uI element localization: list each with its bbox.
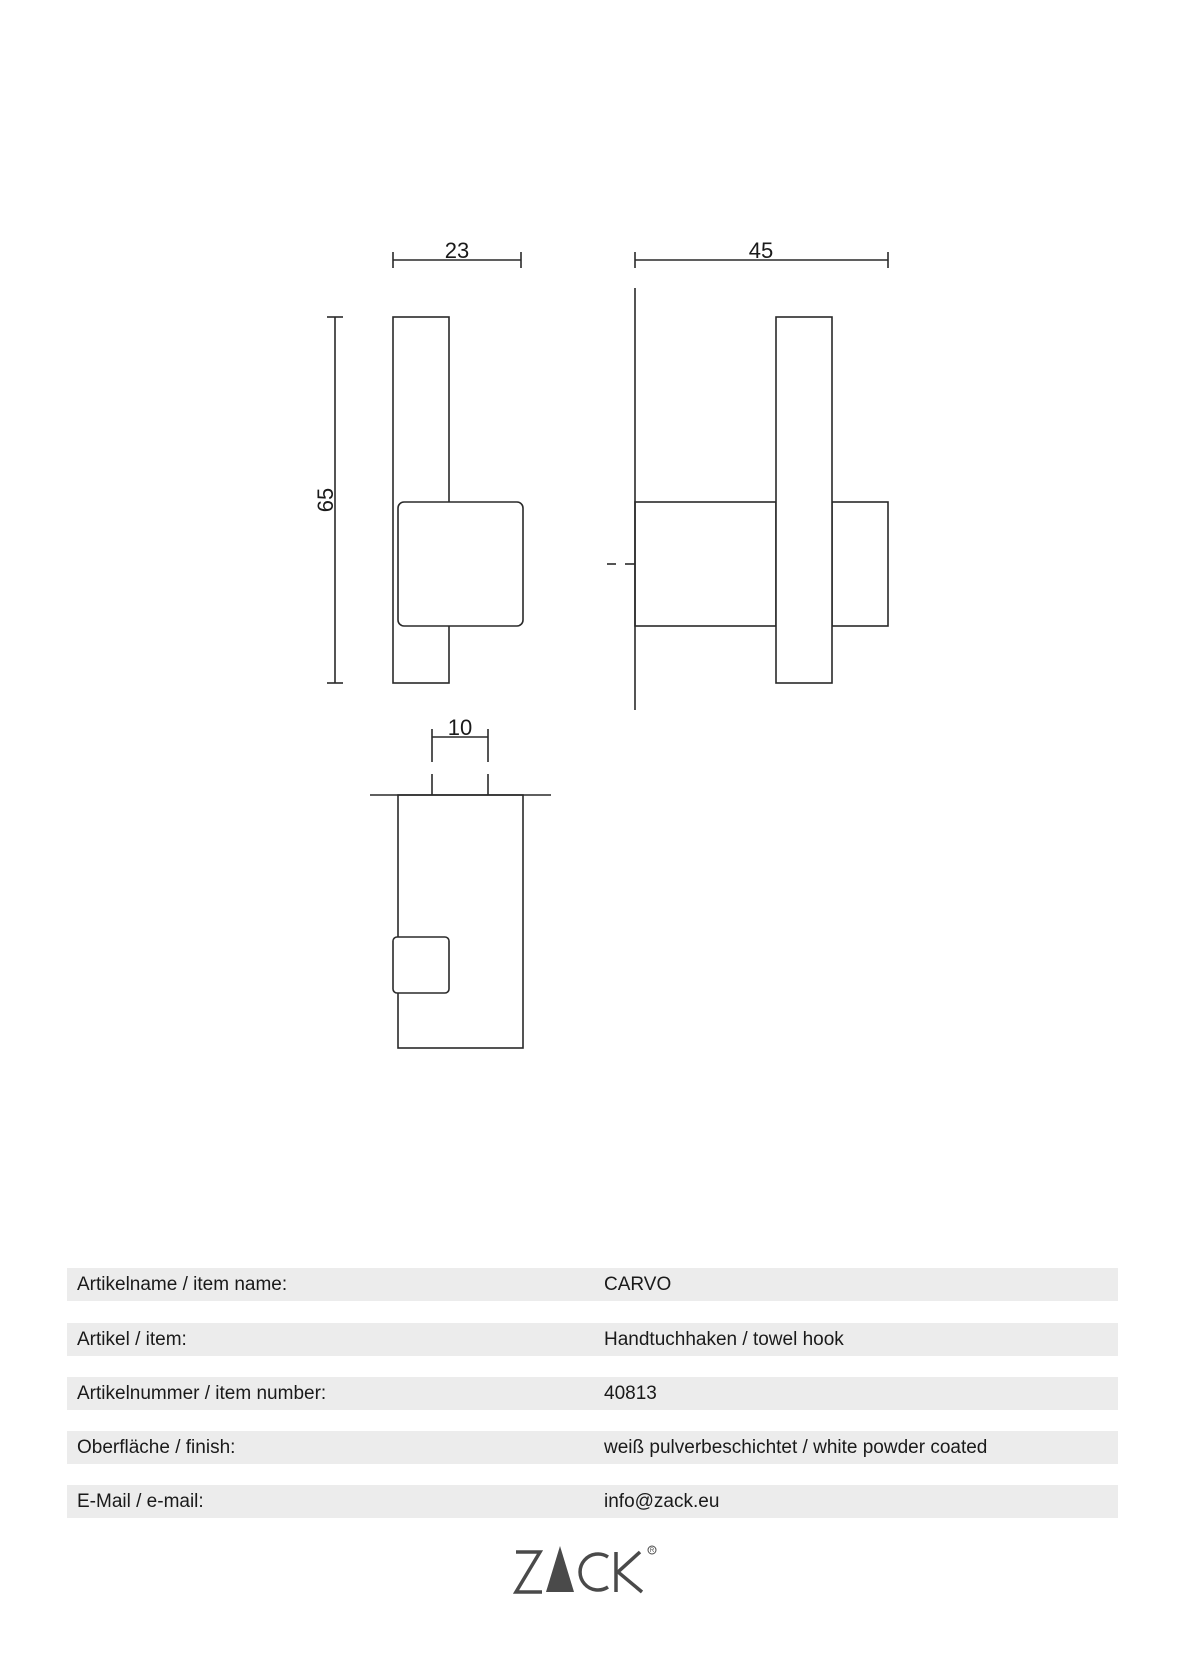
- svg-text:R: R: [649, 1548, 655, 1554]
- spec-row-item-number: [67, 1377, 1118, 1410]
- spec-row-item-name: [67, 1268, 1118, 1301]
- spec-value: 40813: [604, 1383, 657, 1404]
- side-view: [607, 238, 888, 710]
- front-view: [313, 238, 523, 683]
- front-hook-block: [398, 502, 523, 626]
- dim-front-height: 65: [313, 487, 338, 513]
- spec-label: Artikelnummer / item number:: [77, 1383, 327, 1404]
- spec-row-finish: [67, 1431, 1118, 1464]
- dim-bottom-width: 10: [447, 715, 473, 740]
- spec-label: Oberfläche / finish:: [77, 1437, 236, 1458]
- bottom-body: [398, 795, 523, 1048]
- dim-side-depth: 45: [748, 238, 774, 263]
- zack-logo: [512, 1540, 672, 1600]
- bottom-bar-end: [393, 937, 449, 993]
- spec-value: Handtuchhaken / towel hook: [604, 1329, 844, 1350]
- spec-value: info@zack.eu: [604, 1491, 720, 1512]
- side-bar: [776, 317, 832, 683]
- spec-label: E-Mail / e-mail:: [77, 1491, 204, 1512]
- bottom-view: [370, 715, 551, 1048]
- front-bar: [393, 317, 449, 683]
- spec-label: Artikelname / item name:: [77, 1274, 288, 1295]
- spec-row-email: [67, 1485, 1118, 1518]
- spec-value: weiß pulverbeschichtet / white powder coated: [604, 1437, 988, 1458]
- side-hook-tip: [832, 502, 888, 626]
- spec-row-item: [67, 1323, 1118, 1356]
- spec-label: Artikel / item:: [77, 1329, 187, 1350]
- side-arm: [635, 502, 776, 626]
- dim-front-width: 23: [444, 238, 470, 263]
- spec-value: CARVO: [604, 1274, 672, 1295]
